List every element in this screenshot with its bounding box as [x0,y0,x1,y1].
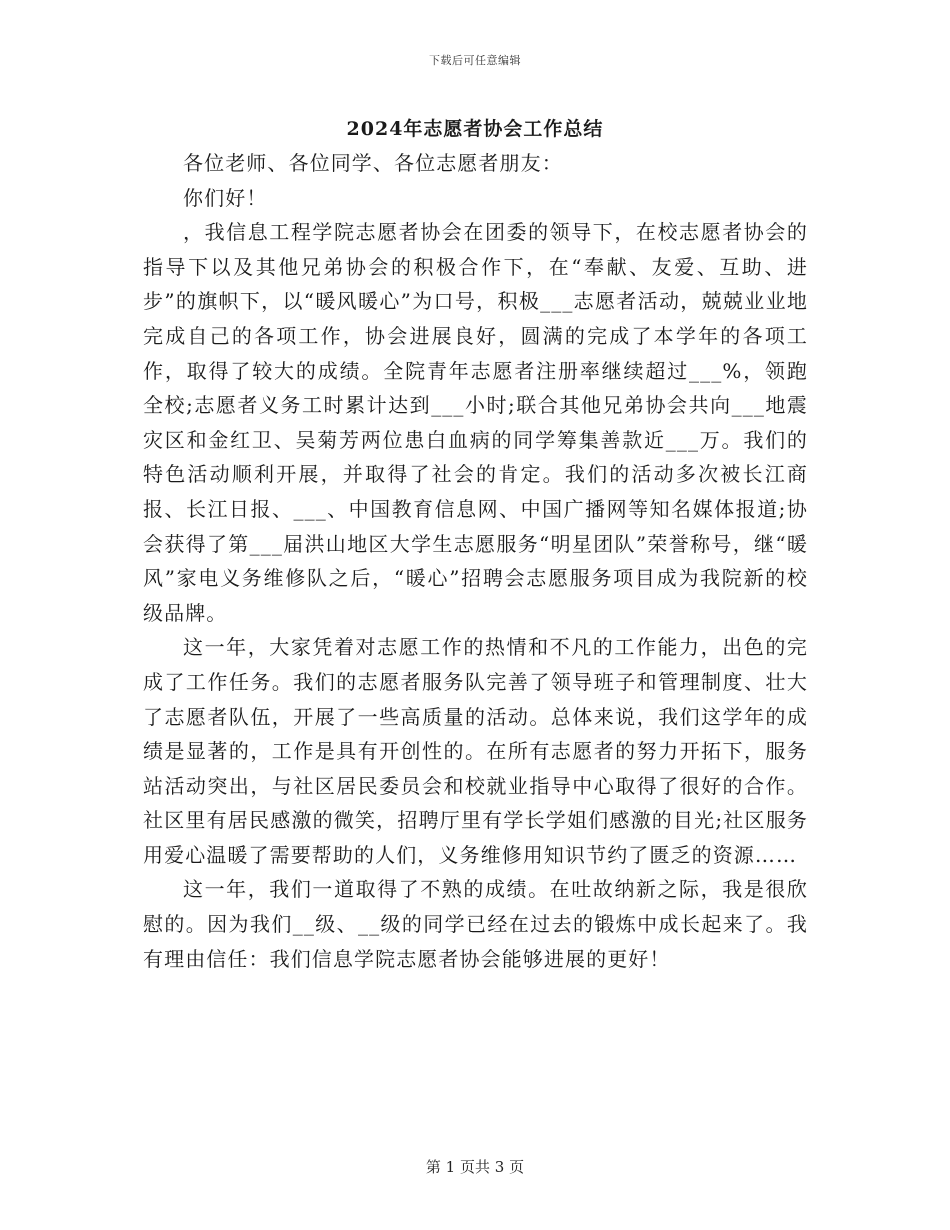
paragraph-year-review: 这一年，大家凭着对志愿工作的热情和不凡的工作能力，出色的完成了工作任务。我们的志愿者服务队完善了领导班子和管理制度、壮大了志愿者队伍，开展了一些高质量的活动。总体来说，我们这学年的成绩是显著的，工作是具有开创性的。在所有志愿者的努力开拓下，服务站活动突出，与社区居民委员会和校就业指导中心取得了很好的合作。社区里有居民感激的微笑，招聘厅里有学长学姐们感激的目光;社区服务用爱心温暖了需要帮助的人们，义务维修用知识节约了匮乏的资源…… [143,635,808,867]
paragraph-hello: 你们好！ [183,185,268,210]
paragraph-greeting: 各位老师、各位同学、各位志愿者朋友： [183,151,563,175]
paragraph-achievements: ，我信息工程学院志愿者协会在团委的领导下，在校志愿者协会的指导下以及其他兄弟协会的积极合作下，在“奉献、友爱、互助、进步”的旗帜下，以“暖风暖心”为口号，积极___志愿者活动，兢兢业业地完成自己的各项工作，协会进展良好，圆满的完成了本学年的各项工作，取得了较大的成绩。全院青年志愿者注册率继续超过___%，领跑全校;志愿者义务工时累计达到___小时;联合其他兄弟协会共向___地震灾区和金红卫、吴菊芳两位患白血病的同学筹集善款近___万。我们的特色活动顺利开展，并取得了社会的肯定。我们的活动多次被长江商报、长江日报、___、中国教育信息网、中国广播网等知名媒体报道;协会获得了第___届洪山地区大学生志愿服务“明星团队”荣誉称号，继“暖风”家电义务维修队之后，“暖心”招聘会志愿服务项目成为我院新的校级品牌。 [143,220,808,625]
paragraph-closing: 这一年，我们一道取得了不熟的成绩。在吐故纳新之际，我是很欣慰的。因为我们__级、__级的同学已经在过去的锻炼中成长起来了。我有理由信任：我们信息学院志愿者协会能够进展的更好！ [143,877,808,971]
document-body [143,146,808,976]
document-title: 2024年志愿者协会工作总结 [346,118,604,140]
header-note: 下载后可任意编辑 [429,54,521,67]
page-indicator: 第 1 页共 3 页 [425,1158,525,1176]
